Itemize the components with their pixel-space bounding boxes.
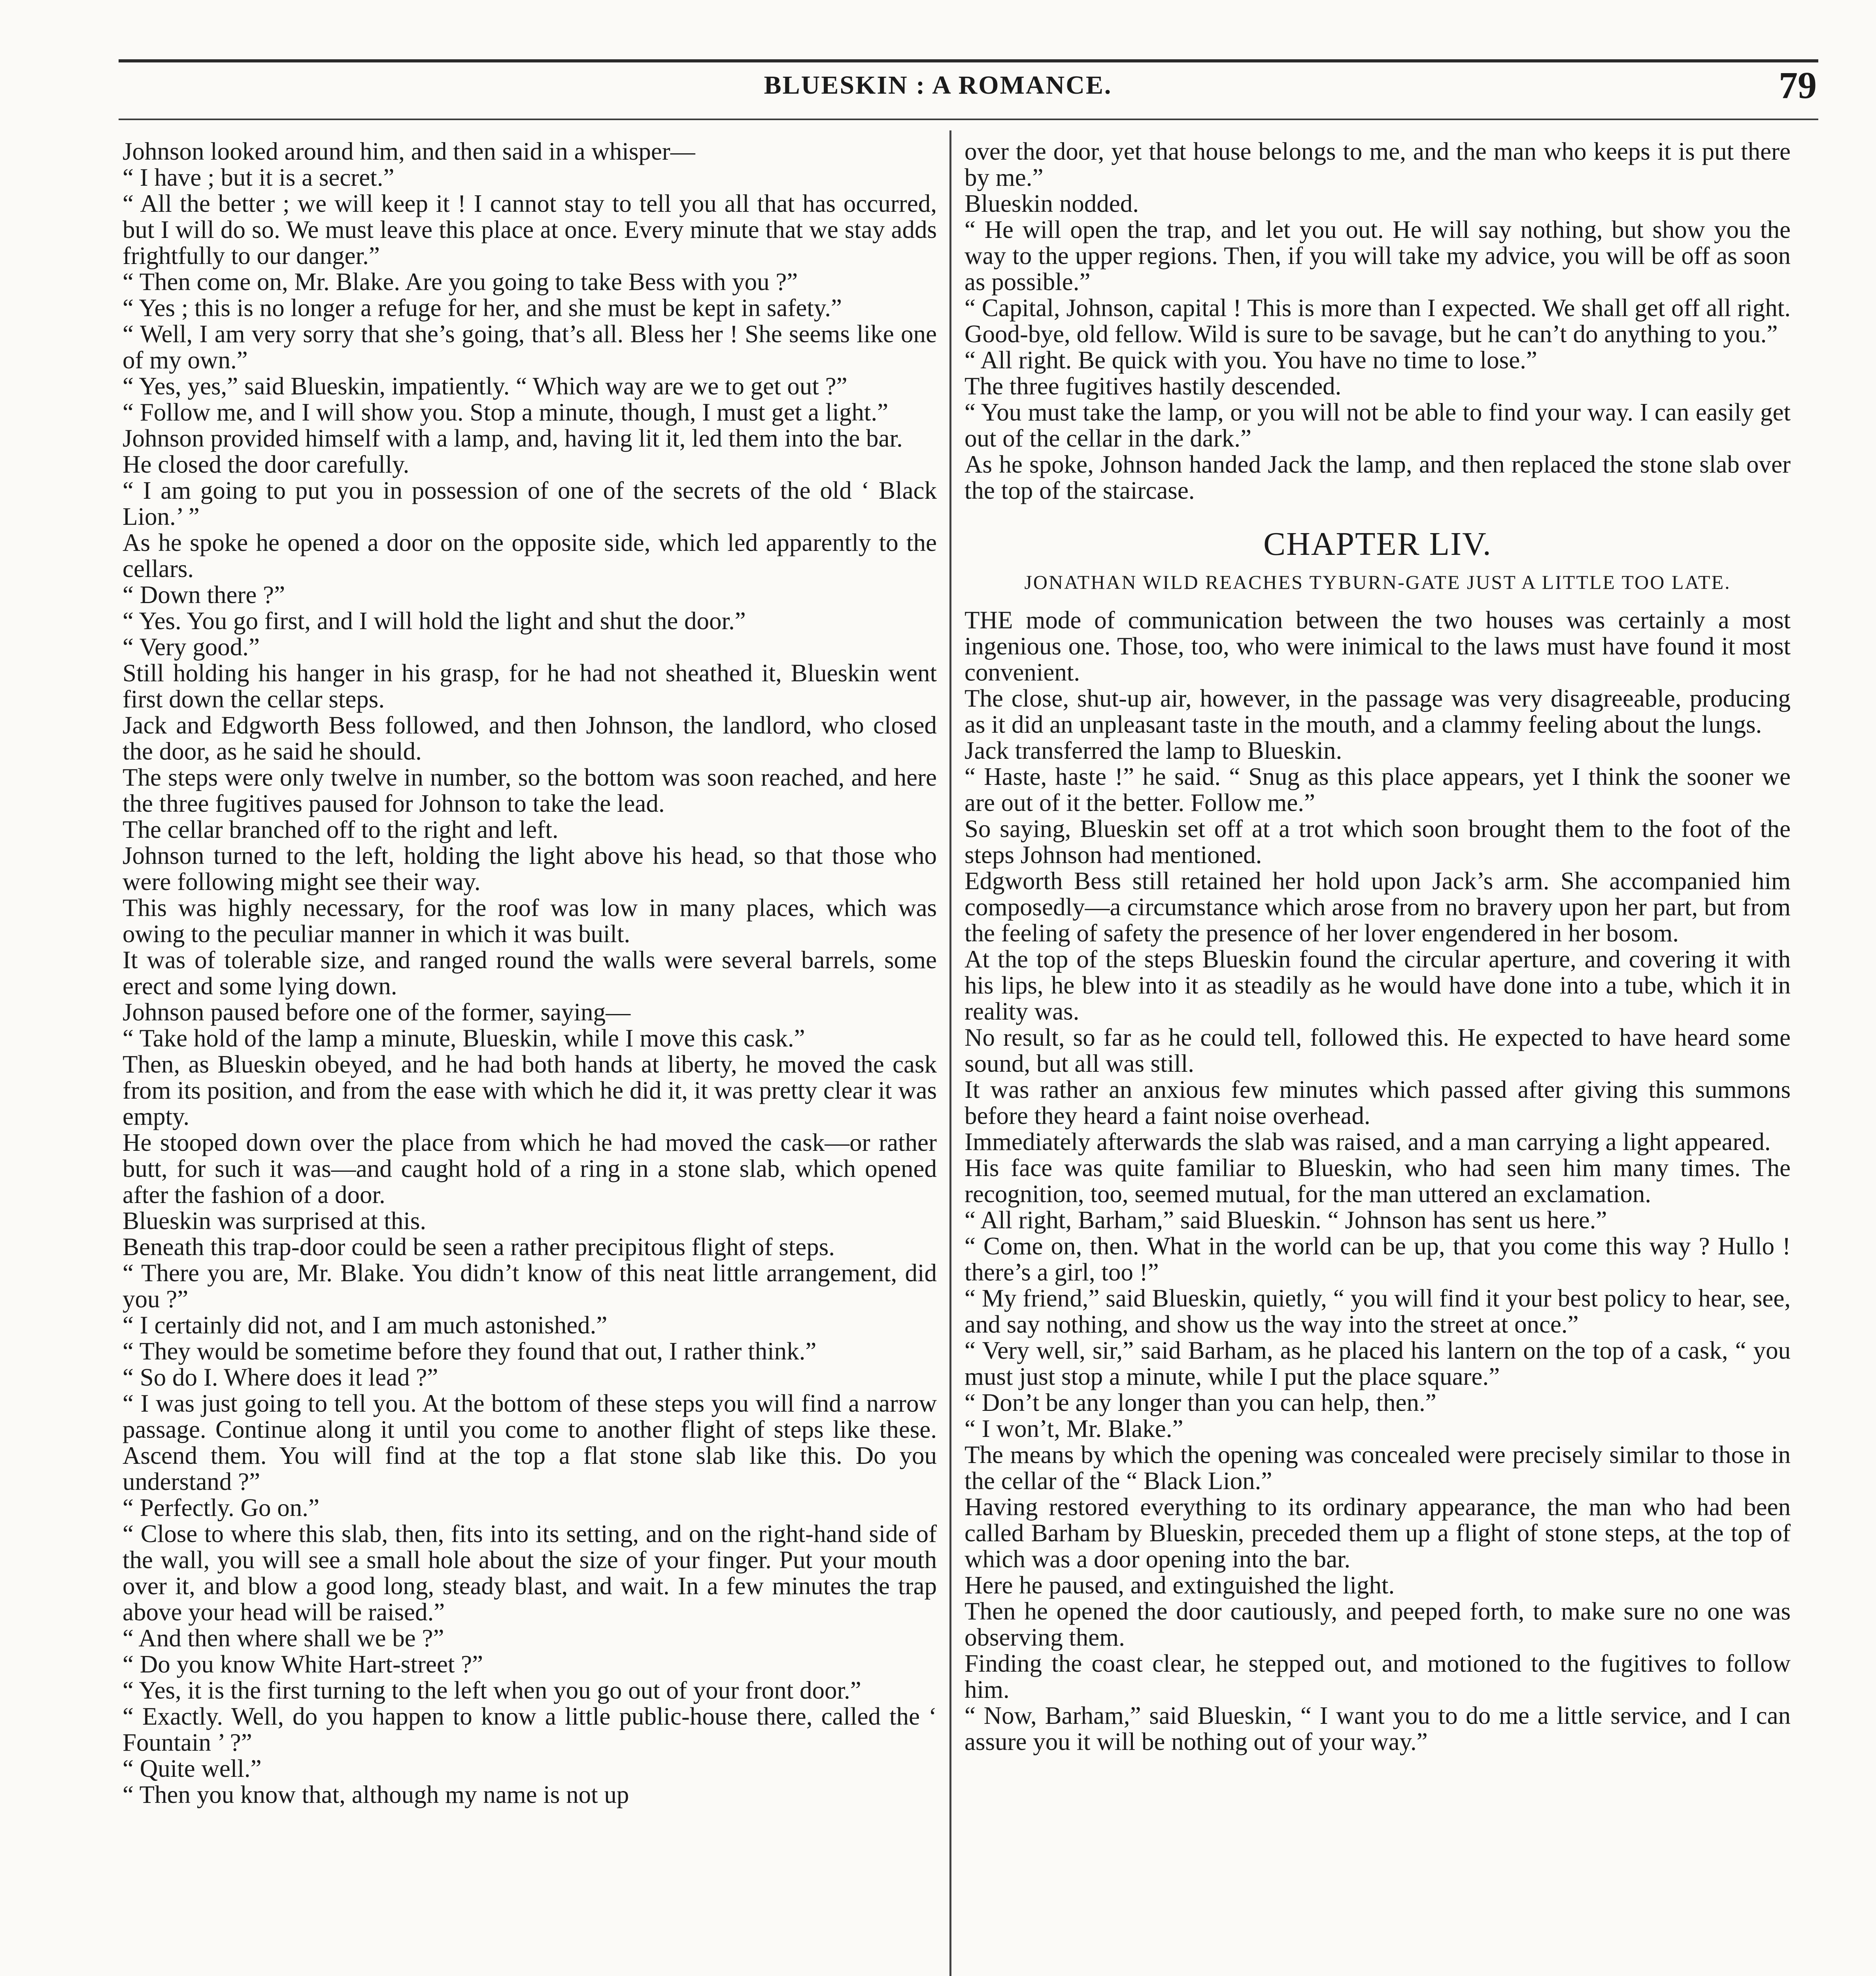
paragraph: “ Down there ?” bbox=[123, 581, 285, 609]
header-rule bbox=[119, 119, 1818, 120]
paragraph: “ Close to where this slab, then, fits into its setting, and on the right-hand side of the wall, you will see a small hole about the size of your finger. Put your mouth over it, and blow a good long, steady blast, and wait. In a few minutes the trap above your head will be raised.” bbox=[123, 1520, 937, 1626]
paragraph: Edgworth Bess still retained her hold upon Jack’s arm. She accompanied him composedly—a circumstance which arose from no bravery upon her part, but from the feeling of safety the presence of her lover engendered in her bosom. bbox=[964, 867, 1791, 947]
paragraph: over the door, yet that house belongs to me, and the man who keeps it is put there by me.” bbox=[964, 138, 1791, 191]
paragraph: Beneath this trap-door could be seen a rather precipitous flight of steps. bbox=[123, 1233, 835, 1261]
paragraph: Johnson provided himself with a lamp, and, having lit it, led them into the bar. bbox=[123, 424, 903, 452]
paragraph: As he spoke he opened a door on the opposite side, which led apparently to the cellars. bbox=[123, 529, 937, 583]
right-column bbox=[964, 138, 1791, 1976]
paragraph: Johnson paused before one of the former, saying— bbox=[123, 998, 631, 1026]
paragraph: At the top of the steps Blueskin found the circular aperture, and covering it with his lips, he blew into it as steadily as he would have done into a tube, which it in reality was. bbox=[964, 945, 1791, 1025]
left-column bbox=[123, 138, 937, 1976]
paragraph: Then, as Blueskin obeyed, and he had both hands at liberty, he moved the cask from its position, and from the ease with which he did it, it was pretty clear it was empty. bbox=[123, 1050, 937, 1130]
paragraph: “ So do I. Where does it lead ?” bbox=[123, 1363, 438, 1391]
paragraph: “ You must take the lamp, or you will not be able to find your way. I can easily get out of the cellar in the dark.” bbox=[964, 398, 1791, 452]
paragraph: “ He will open the trap, and let you out. He will say nothing, but show you the way to the upper regions. Then, if you will take my advice, you will be off as soon as possible.” bbox=[964, 216, 1791, 296]
paragraph: “ Follow me, and I will show you. Stop a minute, though, I must get a light.” bbox=[123, 398, 889, 426]
paragraph: “ Yes, yes,” said Blueskin, impatiently. “ Which way are we to get out ?” bbox=[123, 372, 847, 400]
paragraph: He closed the door carefully. bbox=[123, 451, 410, 478]
paragraph: “ I was just going to tell you. At the bottom of these steps you will find a narrow passage. Continue along it until you come to another flight of steps like these. Ascend them. You will find at the top a flat stone slab like this. Do you understand ?” bbox=[123, 1390, 937, 1495]
paragraph: Immediately afterwards the slab was raised, and a man carrying a light appeared. bbox=[964, 1128, 1771, 1156]
paragraph: “ Well, I am very sorry that she’s going, that’s all. Bless her ! She seems like one of my own.” bbox=[123, 320, 937, 374]
paragraph: His face was quite familiar to Blueskin, who had seen him many times. The recognition, too, seemed mutual, for the man uttered an exclamation. bbox=[964, 1154, 1791, 1208]
paragraph: He stooped down over the place from which he had moved the cask—or rather butt, for such it was—and caught hold of a ring in a stone slab, which opened after the fashion of a door. bbox=[123, 1129, 937, 1209]
paragraph: The three fugitives hastily descended. bbox=[964, 372, 1342, 400]
running-head: BLUESKIN : A ROMANCE. bbox=[764, 71, 1112, 100]
paragraph: “ My friend,” said Blueskin, quietly, “ you will find it your best policy to hear, see, and say nothing, and show us the way into the street at once.” bbox=[964, 1284, 1791, 1338]
paragraph: Having restored everything to its ordinary appearance, the man who had been called Barham by Blueskin, preceded them up a flight of stone steps, at the top of which was a door opening into the bar. bbox=[964, 1493, 1791, 1573]
paragraph: “ Exactly. Well, do you happen to know a little public-house there, called the ‘ Fountain ’ ?” bbox=[123, 1703, 937, 1756]
paragraph: “ Perfectly. Go on.” bbox=[123, 1494, 319, 1522]
chapter-subtitle: JONATHAN WILD REACHES TYBURN-GATE JUST A LITTLE TOO LATE. bbox=[1024, 571, 1731, 593]
paragraph: As he spoke, Johnson handed Jack the lamp, and then replaced the stone slab over the top of the staircase. bbox=[964, 451, 1791, 504]
paragraph: “ Take hold of the lamp a minute, Blueskin, while I move this cask.” bbox=[123, 1024, 805, 1052]
paragraph: “ I certainly did not, and I am much astonished.” bbox=[123, 1311, 608, 1339]
page-number: 79 bbox=[1779, 64, 1817, 106]
paragraph: Jack and Edgworth Bess followed, and then Johnson, the landlord, who closed the door, as he said he should. bbox=[123, 711, 937, 765]
paragraph: Here he paused, and extinguished the light. bbox=[964, 1571, 1395, 1599]
paragraph: Jack transferred the lamp to Blueskin. bbox=[964, 737, 1342, 764]
paragraph: The close, shut-up air, however, in the passage was very disagreeable, producing as it did an unpleasant taste in the mouth, and a clammy feeling about the lungs. bbox=[964, 684, 1791, 738]
chapter-title: CHAPTER LIV. bbox=[1263, 526, 1492, 562]
paragraph: “ Very good.” bbox=[123, 633, 260, 661]
paragraph: “ Then come on, Mr. Blake. Are you going to take Bess with you ?” bbox=[123, 268, 798, 296]
paragraph: The means by which the opening was concealed were precisely similar to those in the cellar of the “ Black Lion.” bbox=[964, 1441, 1791, 1495]
paragraph: “ Capital, Johnson, capital ! This is more than I expected. We shall get off all right. Good-bye, old fellow. Wild is sure to be savage, but he can’t do anything to you.” bbox=[964, 294, 1791, 348]
top-rule bbox=[119, 59, 1818, 62]
paragraph: THE mode of communication between the two houses was certainly a most ingenious one. Those, too, who were inimical to the laws must have found it most convenient. bbox=[964, 606, 1791, 686]
right-column-before-chapter bbox=[964, 138, 1791, 503]
paragraph: “ Then you know that, although my name is not up bbox=[123, 1781, 629, 1808]
paragraph: “ Very well, sir,” said Barham, as he placed his lantern on the top of a cask, “ you must just stop a minute, while I put the place square.” bbox=[964, 1337, 1791, 1390]
paragraph: Still holding his hanger in his grasp, for he had not sheathed it, Blueskin went first down the cellar steps. bbox=[123, 659, 937, 713]
paragraph: This was highly necessary, for the roof was low in many places, which was owing to the peculiar manner in which it was built. bbox=[123, 894, 937, 948]
column-divider bbox=[949, 130, 951, 1976]
paragraph: The steps were only twelve in number, so the bottom was soon reached, and here the three fugitives paused for Johnson to take the lead. bbox=[123, 764, 937, 817]
paragraph: Blueskin was surprised at this. bbox=[123, 1207, 427, 1235]
paragraph: “ Haste, haste !” he said. “ Snug as this place appears, yet I think the sooner we are out of it the better. Follow me.” bbox=[964, 763, 1791, 816]
paragraph: “ Now, Barham,” said Blueskin, “ I want you to do me a little service, and I can assure you it will be nothing out of your way.” bbox=[964, 1702, 1791, 1755]
paragraph: Then he opened the door cautiously, and peeped forth, to make sure no one was observing them. bbox=[964, 1597, 1791, 1651]
paragraph: “ All right, Barham,” said Blueskin. “ Johnson has sent us here.” bbox=[964, 1206, 1607, 1234]
paragraph: It was rather an anxious few minutes which passed after giving this summons before they heard a faint noise overhead. bbox=[964, 1076, 1791, 1129]
right-column-after-chapter bbox=[964, 607, 1791, 1755]
paragraph: “ There you are, Mr. Blake. You didn’t know of this neat little arrangement, did you ?” bbox=[123, 1259, 937, 1313]
paragraph: “ Yes, it is the first turning to the left when you go out of your front door.” bbox=[123, 1676, 861, 1704]
paragraph: The cellar branched off to the right and left. bbox=[123, 816, 559, 843]
paragraph: So saying, Blueskin set off at a trot which soon brought them to the foot of the steps Johnson had mentioned. bbox=[964, 815, 1791, 869]
paragraph: It was of tolerable size, and ranged round the walls were several barrels, some erect and some lying down. bbox=[123, 946, 937, 1000]
paragraph: “ I am going to put you in possession of one of the secrets of the old ‘ Black Lion.’ ” bbox=[123, 477, 937, 530]
paragraph: Johnson turned to the left, holding the light above his head, so that those who were following might see their way. bbox=[123, 842, 937, 896]
paragraph: “ Yes ; this is no longer a refuge for her, and she must be kept in safety.” bbox=[123, 294, 842, 322]
paragraph: “ Don’t be any longer than you can help, then.” bbox=[964, 1389, 1436, 1416]
paragraph: Blueskin nodded. bbox=[964, 190, 1139, 217]
paragraph: Johnson looked around him, and then said in a whisper— bbox=[123, 138, 695, 165]
paragraph: “ I have ; but it is a secret.” bbox=[123, 164, 394, 191]
paragraph: “ All right. Be quick with you. You have no time to lose.” bbox=[964, 346, 1537, 374]
paragraph: “ Come on, then. What in the world can be up, that you come this way ? Hullo ! there’s a girl, too !” bbox=[964, 1232, 1791, 1286]
paragraph: “ Yes. You go first, and I will hold the light and shut the door.” bbox=[123, 607, 746, 635]
paragraph: No result, so far as he could tell, followed this. He expected to have heard some sound, but all was still. bbox=[964, 1024, 1791, 1077]
paragraph: “ Quite well.” bbox=[123, 1755, 262, 1782]
paragraph: “ They would be sometime before they found that out, I rather think.” bbox=[123, 1337, 817, 1365]
paragraph: “ And then where shall we be ?” bbox=[123, 1624, 444, 1652]
paragraph: “ All the better ; we will keep it ! I cannot stay to tell you all that has occurred, but I will do so. We must leave this place at once. Every minute that we stay adds frightfully to our danger.” bbox=[123, 190, 937, 270]
paragraph: “ I won’t, Mr. Blake.” bbox=[964, 1415, 1183, 1442]
paragraph: “ Do you know White Hart-street ?” bbox=[123, 1650, 483, 1678]
paragraph: Finding the coast clear, he stepped out, and motioned to the fugitives to follow him. bbox=[964, 1650, 1791, 1703]
